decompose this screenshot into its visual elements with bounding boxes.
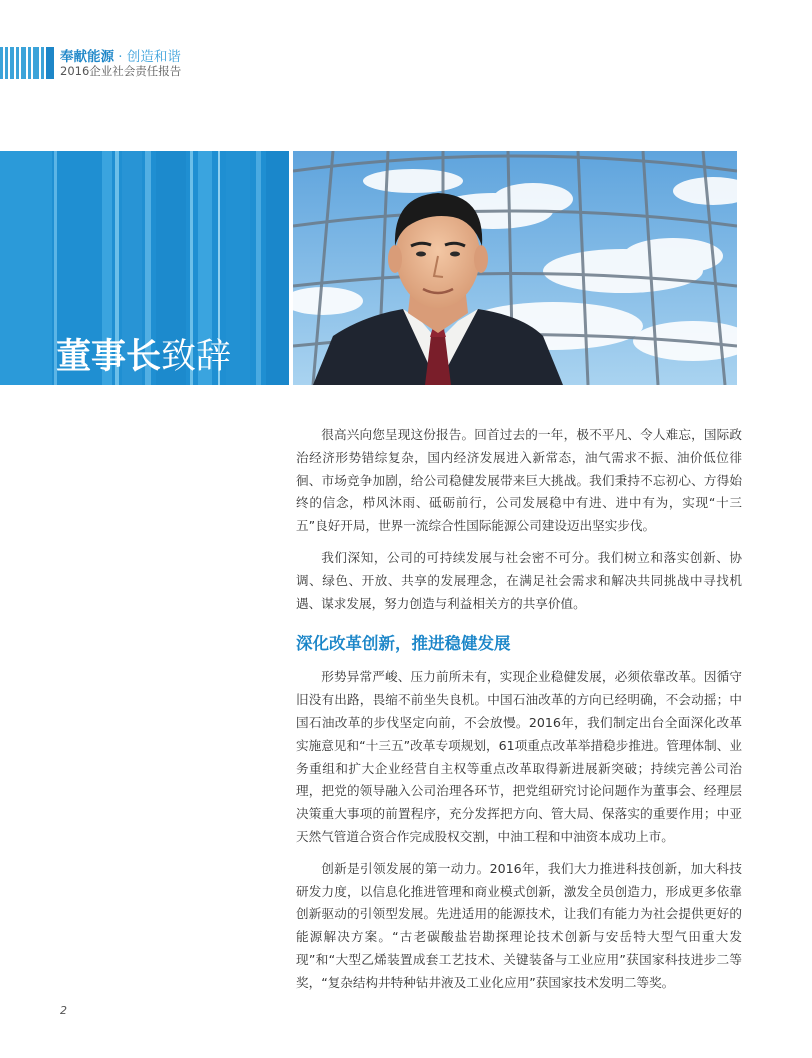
intro-paragraph-1: 很高兴向您呈现这份报告。回首过去的一年，极不平凡、令人难忘，国际政治经济形势错综复杂，国内经济发展进入新常态，油气需求不振、油价低位徘徊、市场竞争加剧，给公司稳健发展带来巨大挑战。我们秉持不忘初心、方得始终的信念，栉风沐雨、砥砺前行，公司发展稳中有进、进中有为，实现“十三五”良好开局，世界一流综合性国际能源公司建设迈出坚实步伐。 <box>296 427 742 534</box>
letter-body <box>296 424 742 1004</box>
header-stripes-logo <box>0 47 54 79</box>
hero-title-light: 致辞 <box>161 337 232 377</box>
hero-title-bold: 董事长 <box>56 337 162 377</box>
page-number: 2 <box>60 1004 67 1017</box>
header-title <box>60 49 181 65</box>
portrait-photo-icon <box>293 151 737 385</box>
header-subtitle: 2016企业社会责任报告 <box>60 64 182 78</box>
header-title-separator: · <box>118 49 123 65</box>
hero-banner <box>0 151 737 385</box>
chairman-portrait-photo <box>293 151 737 385</box>
header-title-light: 创造和谐 <box>126 49 181 65</box>
section-paragraph-2: 创新是引领发展的第一动力。2016年，我们大力推进科技创新，加大科技研发力度，以信息化推进管理和商业模式创新，激发全员创造力，形成更多依靠创新驱动的引领型发展。先进适用的能源技术，让我们有能力为社会提供更好的能源解决方案。“古老碳酸盐岩勘探理论技术创新与安岳特大型气田重大发现”和“大型乙烯装置成套工艺技术、关键装备与工业应用”获国家科技进步二等奖，“复杂结构井特种钻井液及工业化应用”获国家技术发明二等奖。 <box>296 860 742 990</box>
section-paragraph-1: 形势异常严峻、压力前所未有，实现企业稳健发展，必须依靠改革。因循守旧没有出路，畏缩不前坐失良机。中国石油改革的方向已经明确，不会动摇；中国石油改革的步伐坚定向前，不会放慢。2016年，我们制定出台全面深化改革实施意见和“十三五”改革专项规划，61项重点改革举措稳步推进。管理体制、业务重组和扩大企业经营自主权等重点改革取得新进展新突破；持续完善公司治理，把党的领导融入公司治理各环节，把党组研究讨论问题作为董事会、经理层决策重大事项的前置程序，充分发挥把方向、管大局、保落实的重要作用；中亚天然气管道合资合作完成股权交割，中油工程和中油资本成功上市。 <box>296 669 742 844</box>
hero-blue-panel <box>0 151 289 385</box>
section-heading: 深化改革创新，推进稳健发展 <box>296 634 511 654</box>
intro-paragraph-2: 我们深知，公司的可持续发展与社会密不可分。我们树立和落实创新、协调、绿色、开放、共享的发展理念，在满足社会需求和解决共同挑战中寻找机遇、谋求发展，努力创造与利益相关方的共享价值。 <box>296 549 742 611</box>
hero-title <box>56 337 231 377</box>
report-header <box>0 47 400 79</box>
header-title-strong: 奉献能源 <box>60 49 114 65</box>
